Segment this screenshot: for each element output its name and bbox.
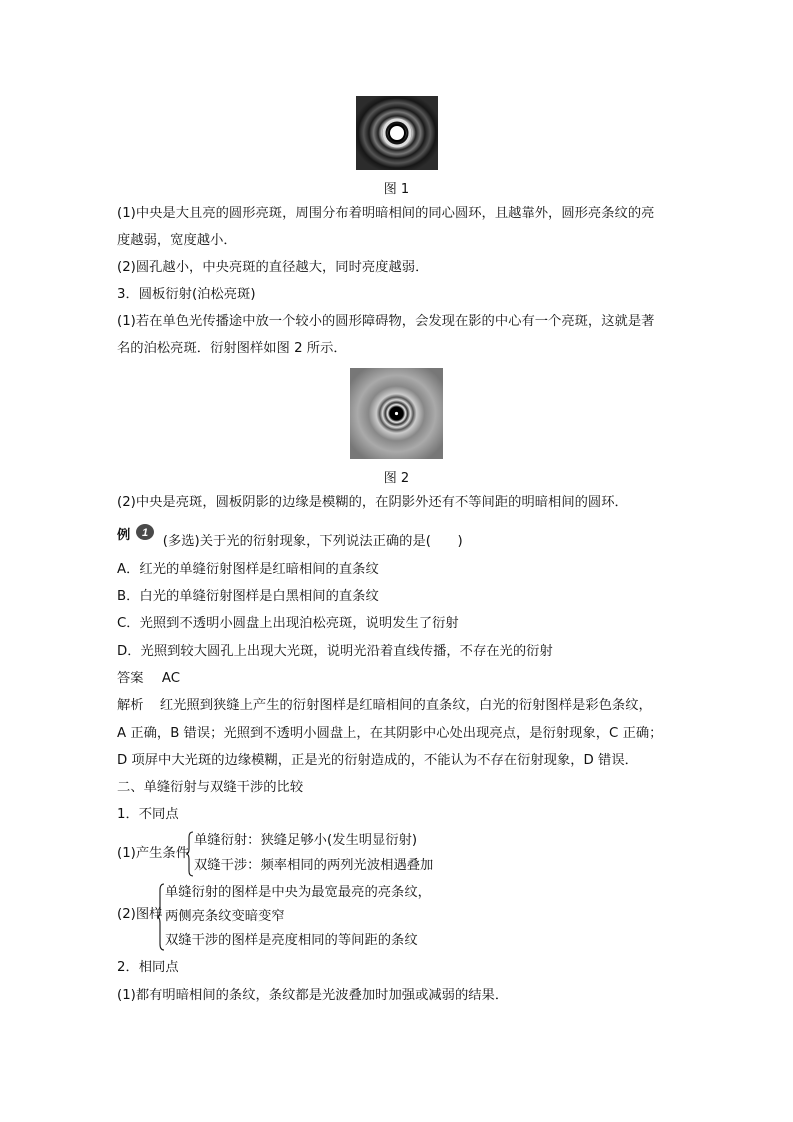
analysis-line-2: A 正确，B 错误；光照到不透明小圆盘上，在其阴影中心处出现亮点，是衍射现象，C 正确； bbox=[117, 726, 663, 741]
condition-single-slit: 单缝衍射：狭缝足够小(发生明显衍射) bbox=[194, 833, 418, 848]
pattern-single-line-2: 两侧亮条纹变暗变窄 bbox=[165, 909, 285, 924]
option-b: B．白光的单缝衍射图样是白黑相间的直条纹 bbox=[117, 589, 379, 604]
paragraph-1a: (1)中央是大且亮的圆形亮斑，周围分布着明暗相间的同心圆环，且越靠外，圆形亮条纹的亮 bbox=[117, 206, 655, 221]
answer-line bbox=[117, 670, 180, 688]
same-points-heading: 2．相同点 bbox=[117, 960, 179, 975]
figure-2-caption: 图 2 bbox=[383, 471, 410, 486]
example-number: 1 bbox=[141, 527, 148, 539]
differences-heading: 1．不同点 bbox=[117, 807, 179, 822]
pattern-brace-icon bbox=[157, 883, 165, 951]
answer-value: AC bbox=[161, 671, 180, 686]
paragraph-1b: 度越弱，宽度越小． bbox=[117, 233, 237, 248]
paragraph-3b: 名的泊松亮斑．衍射图样如图 2 所示． bbox=[117, 341, 347, 356]
circular-aperture-diffraction-image bbox=[356, 96, 438, 170]
section-heading-two: 二、单缝衍射与双缝干涉的比较 bbox=[117, 780, 304, 795]
poisson-spot-image bbox=[350, 368, 443, 459]
pattern-single-line-1: 单缝衍射的图样是中央为最宽最亮的亮条纹， bbox=[165, 885, 431, 900]
example-question-line bbox=[117, 529, 463, 553]
option-a: A．红光的单缝衍射图样是红暗相间的直条纹 bbox=[117, 562, 379, 577]
section-heading-3: 3．圆板衍射(泊松亮斑) bbox=[117, 287, 256, 302]
analysis-label: 解析 bbox=[117, 698, 144, 713]
example-number-badge bbox=[135, 523, 155, 547]
analysis-line-1 bbox=[117, 697, 652, 715]
paragraph-3a: (1)若在单色光传播途中放一个较小的圆形障碍物，会发现在影的中心有一个亮斑，这就是著 bbox=[117, 314, 655, 329]
figure-1-caption: 图 1 bbox=[383, 182, 410, 197]
example-label: 例 bbox=[117, 528, 131, 543]
pattern-label: (2)图样 bbox=[117, 907, 163, 922]
condition-brace-icon bbox=[186, 831, 194, 877]
example-question: (多选)关于光的衍射现象，下列说法正确的是( ) bbox=[162, 534, 463, 549]
answer-label: 答案 bbox=[117, 671, 144, 686]
condition-double-slit: 双缝干涉：频率相同的两列光波相遇叠加 bbox=[194, 858, 434, 873]
paragraph-4: (2)中央是亮斑，圆板阴影的边缘是模糊的，在阴影外还有不等间距的明暗相间的圆环． bbox=[117, 495, 628, 510]
option-c: C．光照到不透明小圆盘上出现泊松亮斑，说明发生了衍射 bbox=[117, 616, 459, 631]
pattern-double-line: 双缝干涉的图样是亮度相同的等间距的条纹 bbox=[165, 933, 418, 948]
same-point-1: (1)都有明暗相间的条纹，条纹都是光波叠加时加强或减弱的结果． bbox=[117, 988, 509, 1003]
option-d: D．光照到较大圆孔上出现大光斑，说明光沿着直线传播，不存在光的衍射 bbox=[117, 644, 553, 659]
analysis-line-3: D 项屏中大光斑的边缘模糊，正是光的衍射造成的，不能认为不存在衍射现象，D 错误． bbox=[117, 753, 638, 768]
condition-label: (1)产生条件 bbox=[117, 846, 190, 861]
paragraph-2: (2)圆孔越小，中央亮斑的直径越大，同时亮度越弱． bbox=[117, 260, 429, 275]
analysis-text-1: 红光照到狭缝上产生的衍射图样是红暗相间的直条纹，白光的衍射图样是彩色条纹， bbox=[159, 698, 652, 713]
